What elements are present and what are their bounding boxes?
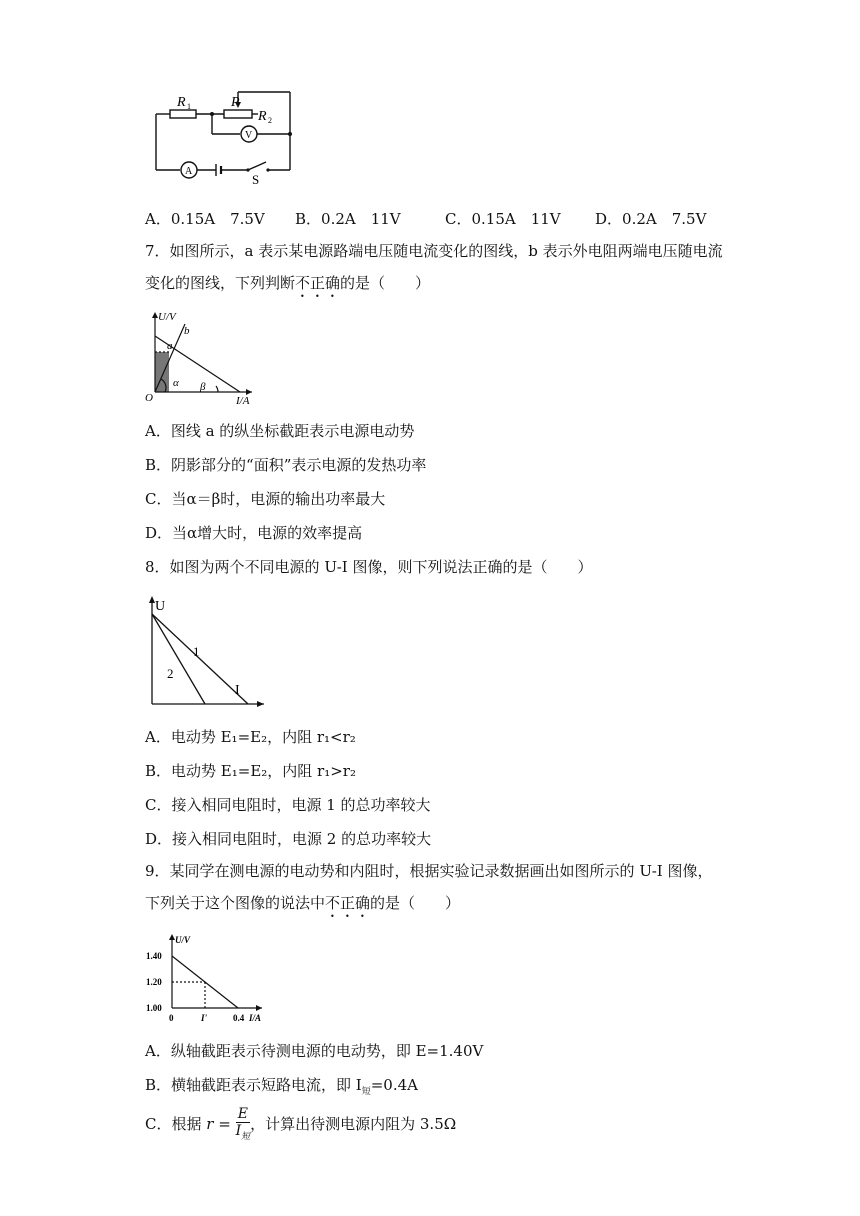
q9-fraction: $\frac{E}{I_短}$ bbox=[235, 1105, 251, 1142]
q8-line2-label: 2 bbox=[167, 666, 174, 681]
q9-option-c: C．根据 r = $\frac{E}{I_短}$ ，计算出待测电源内阻为 3.5Ω bbox=[145, 1104, 456, 1144]
q8-line1-label: 1 bbox=[193, 644, 200, 659]
q9-graph bbox=[140, 930, 270, 1025]
q6-option-c: C．0.15A 11V bbox=[445, 210, 561, 228]
label-r1: R bbox=[177, 95, 186, 110]
q8-ylabel: U bbox=[155, 599, 166, 614]
q8-option-c: C．接入相同电阻时，电源 1 的总功率较大 bbox=[145, 796, 431, 814]
q9-option-a: A．纵轴截距表示待测电源的电动势，即 E=1.40V bbox=[145, 1042, 484, 1060]
label-p: P bbox=[231, 95, 240, 110]
q9-ytick-120: 1.20 bbox=[146, 977, 162, 987]
q8-option-b: B．电动势 E₁=E₂，内阻 r₁>r₂ bbox=[145, 762, 356, 780]
q7-label-alpha: α bbox=[173, 377, 179, 389]
label-r2-sub: 2 bbox=[268, 116, 272, 125]
label-r2: R bbox=[258, 109, 267, 124]
q6-option-b: B．0.2A 11V bbox=[295, 210, 401, 228]
q9-stem-line1: 9．某同学在测电源的电动势和内阻时，根据实验记录数据画出如图所示的 U-I 图像， bbox=[145, 862, 713, 880]
circuit-diagram bbox=[150, 86, 300, 186]
q9-option-b: B．横轴截距表示短路电流，即 $I_短=0.4A$ bbox=[145, 1076, 418, 1097]
q8-option-a: A．电动势 E₁=E₂，内阻 r₁<r₂ bbox=[145, 728, 356, 746]
q7-label-a: a bbox=[167, 340, 173, 352]
q9-xtick-0: 0 bbox=[169, 1013, 174, 1023]
q9-ylabel: U/V bbox=[175, 935, 191, 945]
q9-stem-line2: 下列关于这个图像的说法中不正确的是（ ） bbox=[145, 894, 461, 912]
label-r1-sub: 1 bbox=[187, 102, 191, 111]
q7-ylabel: U/V bbox=[158, 311, 176, 323]
ammeter-icon: A bbox=[185, 166, 193, 177]
q7-label-beta: β bbox=[200, 381, 206, 393]
q8-xlabel: I bbox=[235, 683, 240, 698]
q9-xtick-04: 0.4 bbox=[233, 1013, 245, 1023]
q9-xtick-imid: I' bbox=[201, 1013, 208, 1023]
q7-option-a: A．图线 a 的纵坐标截距表示电源电动势 bbox=[145, 422, 415, 440]
q7-option-b: B．阴影部分的“面积”表示电源的发热功率 bbox=[145, 456, 427, 474]
q9-ytick-100: 1.00 bbox=[146, 1003, 162, 1013]
q7-stem-line1: 7．如图所示，a 表示某电源路端电压随电流变化的图线，b 表示外电阻两端电压随电流 bbox=[145, 242, 723, 260]
q7-origin: O bbox=[145, 392, 153, 404]
q9-xlabel: I/A bbox=[249, 1013, 262, 1023]
q8-graph bbox=[140, 590, 270, 712]
q8-stem: 8．如图为两个不同电源的 U-I 图像，则下列说法正确的是（ ） bbox=[145, 558, 593, 576]
q7-graph bbox=[140, 306, 260, 406]
q7-xlabel: I/A bbox=[236, 395, 250, 406]
q6-option-d: D．0.2A 7.5V bbox=[595, 210, 707, 228]
q7-label-b: b bbox=[184, 325, 190, 337]
q7-option-d: D．当α增大时，电源的效率提高 bbox=[145, 524, 363, 542]
q9-ytick-140: 1.40 bbox=[146, 951, 162, 961]
q7-option-c: C．当α＝β时，电源的输出功率最大 bbox=[145, 490, 386, 508]
voltmeter-icon: V bbox=[245, 130, 253, 141]
q8-option-d: D．接入相同电阻时，电源 2 的总功率较大 bbox=[145, 830, 432, 848]
q6-option-a: A．0.15A 7.5V bbox=[145, 210, 265, 228]
label-s: S bbox=[252, 172, 260, 186]
q7-stem-line2: 变化的图线，下列判断不正确的是（ ） bbox=[145, 274, 431, 292]
